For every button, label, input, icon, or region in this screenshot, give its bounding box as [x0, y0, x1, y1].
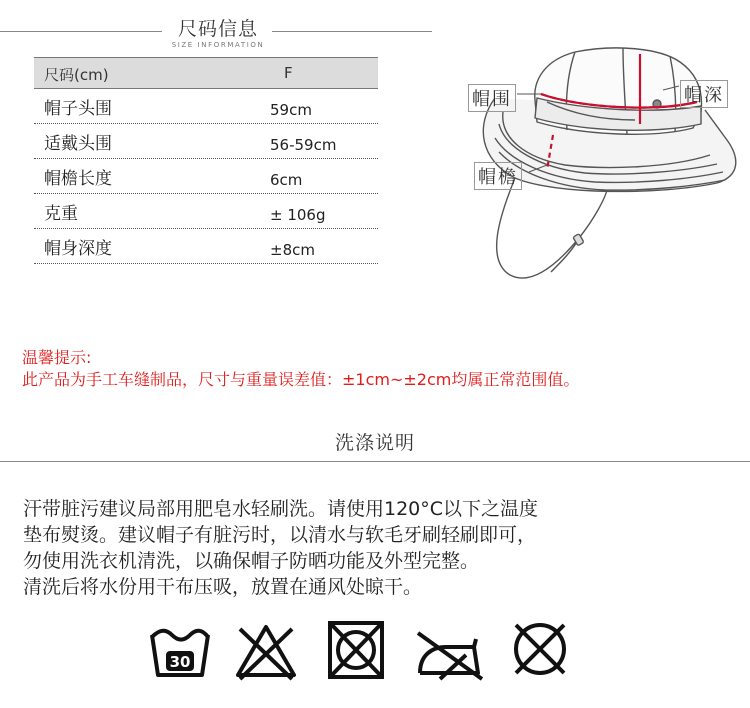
table-row — [34, 194, 378, 229]
row-value: 59cm — [270, 101, 312, 119]
header-size-label: 尺码(cm) — [44, 66, 109, 84]
wash-30-icon — [148, 625, 212, 681]
row-value: 6cm — [270, 171, 303, 189]
table-row — [34, 89, 378, 124]
row-value: ±8cm — [270, 241, 315, 259]
size-section-subtitle: SIZE INFORMATION — [171, 41, 265, 49]
wash-line-3: 勿使用洗衣机清洗，以确保帽子防晒功能及外型完整。 — [23, 550, 480, 572]
row-label: 克重 — [44, 204, 78, 224]
care-icons — [0, 615, 750, 685]
notice-title: 温馨提示: — [22, 348, 92, 367]
wash-line-2: 垫布熨烫。建议帽子有脏污时，以清水与软毛牙刷轻刷即可， — [23, 524, 537, 546]
wash-line-4: 清洗后将水份用干布压吸，放置在通风处晾干。 — [23, 576, 423, 598]
no-bleach-icon — [232, 621, 300, 681]
header-line-right — [272, 31, 432, 32]
wash-section-title: 洗涤说明 — [334, 432, 415, 454]
label-circumference: 帽围 — [468, 84, 516, 112]
row-label: 帽身深度 — [44, 239, 112, 259]
notice-text: 此产品为手工车缝制品，尺寸与重量误差值：±1cm~±2cm均属正常范围值。 — [22, 370, 580, 389]
wash-temp-text: 30 — [169, 653, 191, 671]
row-value: ± 106g — [270, 206, 326, 224]
label-brim: 帽檐 — [474, 162, 522, 190]
table-row — [34, 229, 378, 264]
row-label: 适戴头围 — [44, 134, 112, 154]
table-row — [34, 159, 378, 194]
size-table-header — [34, 57, 378, 89]
wash-line-1: 汗带脏污建议局部用肥皂水轻刷洗。请使用120°C以下之温度 — [23, 498, 539, 520]
no-tumble-dry-icon — [326, 619, 386, 681]
row-value: 56-59cm — [270, 136, 337, 154]
row-label: 帽子头围 — [44, 99, 112, 119]
no-dry-clean-icon — [508, 617, 572, 681]
iron-low-icon — [410, 625, 490, 681]
size-section-title: 尺码信息 — [177, 18, 258, 40]
header-size-value: F — [284, 64, 293, 82]
label-depth: 帽深 — [680, 80, 728, 108]
header-line-left — [0, 31, 162, 32]
table-row — [34, 124, 378, 159]
size-table — [34, 57, 378, 264]
row-label: 帽檐长度 — [44, 169, 112, 189]
wash-divider — [0, 461, 750, 462]
